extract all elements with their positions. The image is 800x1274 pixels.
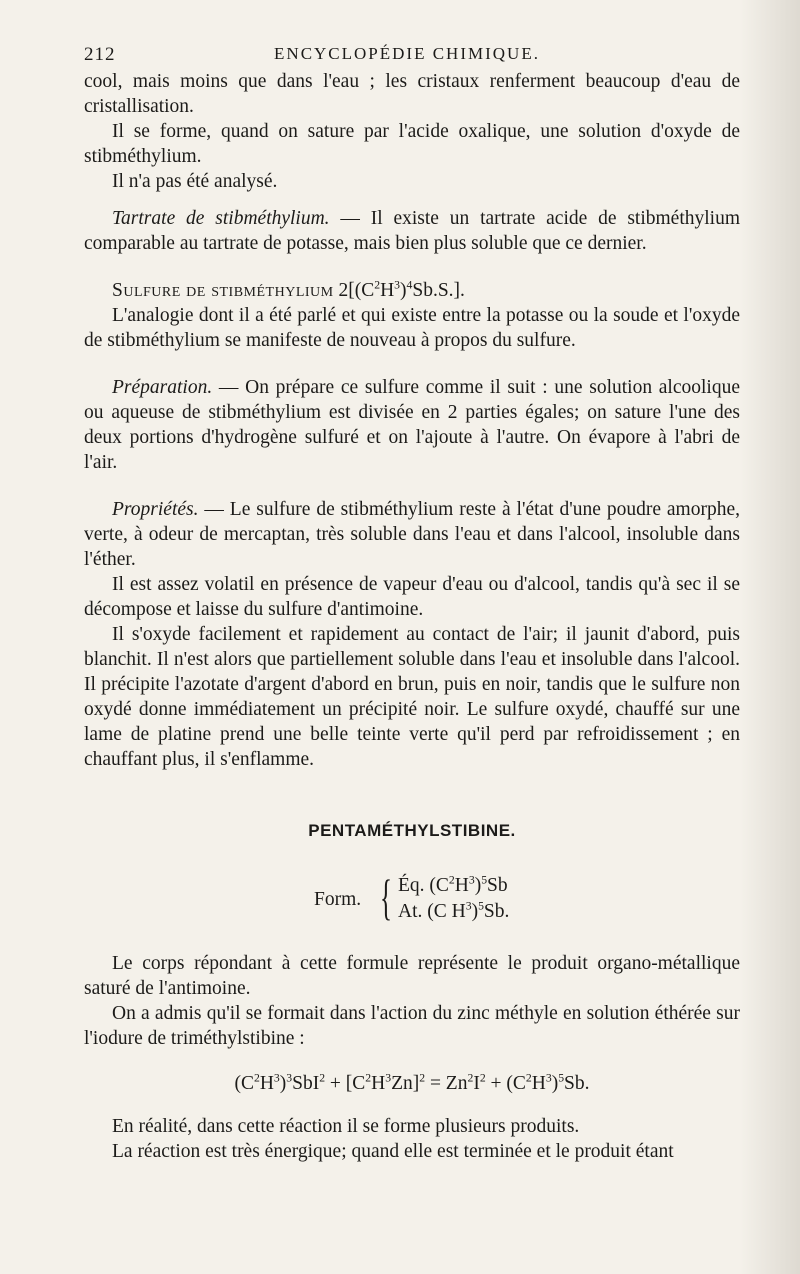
paragraph-analogie: L'analogie dont il a été parlé et qui existe entre la potasse ou la soude et l'oxyde de stibméthylium se manifeste de nouveau à propos du sulfure.: [84, 305, 740, 351]
paragraph-preparation: [84, 375, 740, 475]
paragraph-admis: On a admis qu'il se formait dans l'action du zinc méthyle en solution éthérée sur l'iodure de triméthylstibine :: [84, 1003, 740, 1049]
formula-atomic: At. (C $H^3)^5Sb$.: [398, 899, 510, 922]
page-header: [84, 44, 730, 68]
paragraph-reaction: La réaction est très énergique; quand elle est terminée et le produit étant: [112, 1141, 674, 1162]
preparation-heading: Préparation.: [112, 377, 213, 398]
tartrate-heading: Tartrate de stibméthylium.: [112, 208, 330, 229]
reaction-equation: $(C^2H^3)^3SbI^2 + [C^2H^3Zn]^2 = Zn^2I^2 + (C^2H^3)^5Sb$.: [234, 1071, 590, 1094]
sulfure-formula: $2[(C^2H^3)^4Sb.S.]$.: [333, 278, 465, 301]
paragraph-analyse: Il n'a pas été analysé.: [112, 171, 278, 192]
body-text: [84, 69, 740, 1164]
page-number: 212: [84, 44, 116, 65]
paragraph-oxyde: Il s'oxyde facilement et rapidement au contact de l'air; il jaunit d'abord, puis blanchit. Il n'est alors que partiellement soluble dans l'eau et insoluble dans l'alcool. Il précipite l'azotate d'argent d'abord en brun, puis en noir, tandis que le sulfure non oxydé donne immédiatement un précipité noir. Le sulfure oxydé, chauffé sur une lame de platine prend une belle teinte verte qu'il perd par refroidissement ; en chauffant plus, il s'enflamme.: [84, 624, 740, 770]
formula-lines: [398, 873, 509, 925]
paragraph-corps: Le corps répondant à cette formule représente le produit organo-métallique saturé de l'antimoine.: [84, 953, 740, 999]
formula-equivalent: Éq. $(C^2H^3)^5Sb$: [398, 873, 508, 896]
paragraph-proprietes: [84, 497, 740, 572]
formula-label: Form.: [314, 889, 362, 910]
preparation-text: — On prépare ce sulfure comme il suit : une solution alcoolique ou aqueuse de stibméthylium est divisée en 2 parties égales; on sature l'une des deux portions d'hydrogène sulfuré et on l'ajoute à l'autre. On évapore à l'abri de l'air.: [84, 377, 740, 473]
paragraph-oxalique: Il se forme, quand on sature par l'acide oxalique, une solution d'oxyde de stibméthylium.: [84, 121, 740, 167]
paragraph-volatil: Il est assez volatil en présence de vapeur d'eau ou d'alcool, tandis qu'à sec il se décompose et laisse du sulfure d'antimoine.: [84, 574, 740, 620]
formula-block: [84, 871, 740, 929]
proprietes-text: — Le sulfure de stibméthylium reste à l'état d'une poudre amorphe, verte, à odeur de mercaptan, très soluble dans l'eau et dans l'alcool, insoluble dans l'éther.: [84, 499, 740, 570]
paragraph-cool: cool, mais moins que dans l'eau ; les cristaux renferment beaucoup d'eau de cristallisation.: [84, 71, 740, 117]
paragraph-realite: En réalité, dans cette réaction il se forme plusieurs produits.: [112, 1116, 580, 1137]
sulfure-heading: [84, 278, 740, 303]
page-edge-shadow: [740, 0, 800, 1274]
running-head: ENCYCLOPÉDIE CHIMIQUE.: [274, 44, 540, 63]
sulfure-heading-label: Sulfure de stibméthylium: [112, 280, 334, 301]
paragraph-tartrate: [84, 206, 740, 256]
proprietes-heading: Propriétés.: [112, 499, 199, 520]
section-title: PENTAMÉTHYLSTIBINE.: [308, 821, 516, 840]
tartrate-text: — Il existe un tartrate acide de stibméthylium comparable au tartrate de potasse, mais bien plus soluble que ce dernier.: [84, 208, 740, 254]
formula-brace: {: [380, 869, 392, 925]
